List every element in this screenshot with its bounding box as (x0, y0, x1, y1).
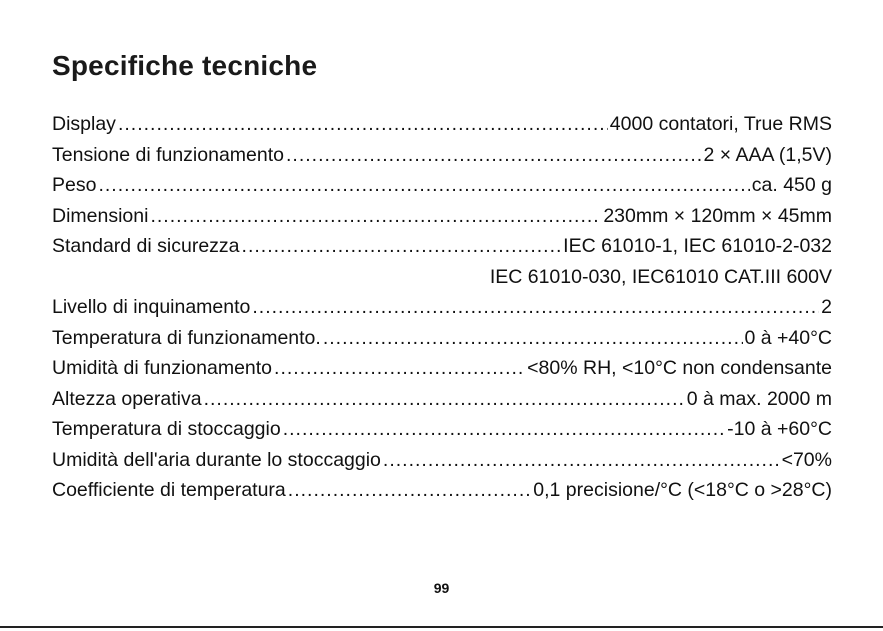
spec-value: 0 à max. 2000 m (686, 387, 832, 410)
spec-value-continuation: IEC 61010-030, IEC61010 CAT.III 600V (489, 265, 832, 288)
spec-row-storage-temperature (52, 414, 832, 445)
dot-leader (150, 201, 601, 232)
spec-value: 230mm × 120mm × 45mm (603, 204, 832, 227)
spec-list (52, 109, 832, 506)
spec-row-safety-standard (52, 231, 832, 262)
spec-label: Dimensioni (52, 204, 149, 227)
spec-row-operating-voltage (52, 140, 832, 171)
spec-row-operating-temperature (52, 323, 832, 354)
spec-label: Coefficiente di temperatura (52, 479, 286, 501)
spec-row-storage-humidity (52, 445, 832, 476)
spec-value: <70% (781, 448, 832, 471)
spec-label: Tensione di funzionamento (52, 143, 284, 166)
spec-row-weight (52, 170, 832, 201)
dot-leader (204, 384, 685, 415)
spec-row-operating-humidity (52, 353, 832, 384)
dot-leader (286, 140, 702, 171)
spec-label: Umidità dell'aria durante lo stoccaggio (52, 448, 381, 471)
spec-label: Display (52, 113, 116, 135)
dot-leader (383, 445, 780, 476)
spec-label: Temperatura di funzionamento. (52, 326, 321, 349)
spec-value: <80% RH, <10°C non condensante (527, 357, 832, 379)
spec-row-dimensions (52, 201, 832, 232)
dot-leader (252, 292, 819, 323)
dot-leader (288, 475, 532, 506)
dot-leader (118, 109, 608, 140)
spec-value: 0 à +40°C (744, 326, 832, 349)
dot-leader (274, 353, 525, 384)
spec-label: Livello di inquinamento (52, 296, 251, 318)
spec-label: Altezza operativa (52, 387, 202, 410)
spec-row-pollution-level (52, 292, 832, 323)
spec-value: -10 à +60°C (727, 418, 832, 440)
dot-leader (283, 414, 725, 445)
spec-label: Standard di sicurezza (52, 235, 240, 257)
bottom-divider (0, 626, 883, 628)
dot-leader (98, 170, 749, 201)
spec-value: IEC 61010-1, IEC 61010-2-032 (563, 235, 832, 257)
spec-row-operating-altitude (52, 384, 832, 415)
spec-value: ca. 450 g (751, 174, 832, 196)
spec-row-temperature-coefficient (52, 475, 832, 506)
spec-label: Peso (52, 174, 97, 196)
spec-row-display (52, 109, 832, 140)
page-title: Specifiche tecniche (52, 50, 318, 81)
page-number: 99 (433, 580, 450, 596)
spec-value: 4000 contatori, True RMS (609, 113, 832, 135)
spec-label: Umidità di funzionamento (52, 357, 273, 379)
spec-value: 2 (821, 296, 832, 318)
dot-leader (242, 231, 562, 262)
spec-value: 0,1 precisione/°C (<18°C o >28°C) (533, 479, 832, 501)
spec-label: Temperatura di stoccaggio (52, 418, 281, 440)
dot-leader (323, 323, 743, 354)
spec-value: 2 × AAA (1,5V) (703, 143, 832, 166)
